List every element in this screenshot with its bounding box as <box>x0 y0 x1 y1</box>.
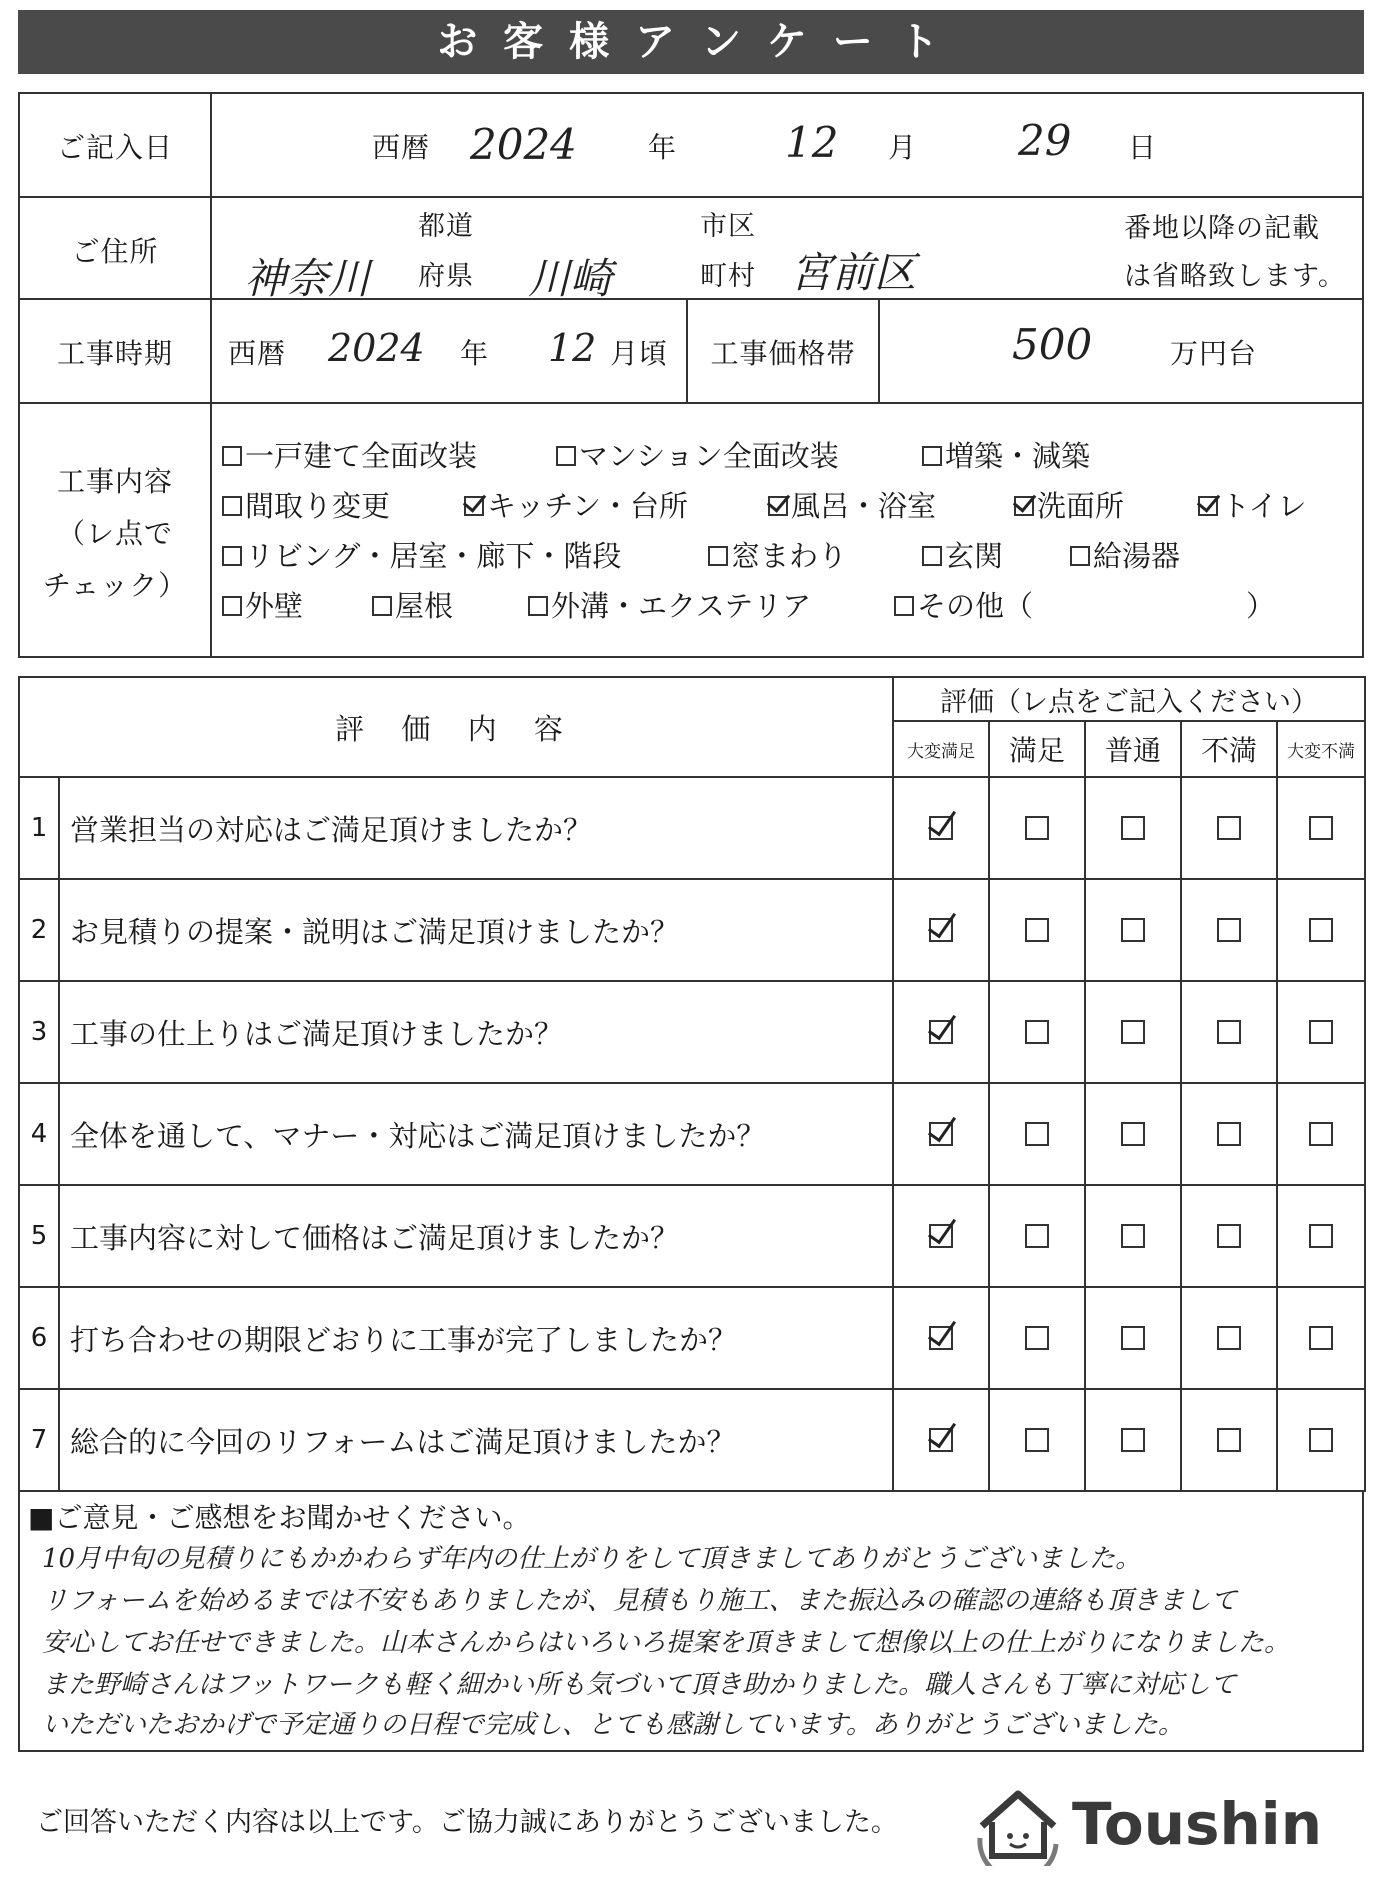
comments-heading: ■ご意見・ご感想をお聞かせください。 <box>28 1501 531 1534</box>
eval-header-rating: 評価（レ点をご記入ください） <box>893 677 1365 721</box>
date-year-value[interactable]: 2024 <box>470 120 577 169</box>
option-exterior-wall[interactable]: 外壁 <box>222 584 303 625</box>
question-text: 営業担当の対応はご満足頂けましたか？ <box>59 777 893 879</box>
eval-header-label: 評 価 内 容 <box>19 677 893 777</box>
rating-checkbox[interactable] <box>1025 1224 1049 1248</box>
rating-checkbox[interactable] <box>1025 1122 1049 1146</box>
rating-checkbox[interactable] <box>1217 1020 1241 1044</box>
comments-box[interactable] <box>18 1490 1364 1752</box>
price-label: 工事価格帯 <box>710 337 856 370</box>
rating-checkbox[interactable] <box>1309 1326 1333 1350</box>
date-era: 西暦 <box>372 131 431 164</box>
rating-checkbox-checked[interactable] <box>929 1224 953 1248</box>
rating-checkbox[interactable] <box>1121 1428 1145 1452</box>
address-city-top: 市区 <box>700 211 756 242</box>
question-text: お見積りの提案・説明はご満足頂けましたか？ <box>59 879 893 981</box>
rating-checkbox-checked[interactable] <box>929 816 953 840</box>
content-label-1: 工事内容 <box>56 465 173 498</box>
rating-checkbox[interactable] <box>1217 918 1241 942</box>
option-checkbox[interactable] <box>222 496 242 516</box>
price-unit: 万円台 <box>1170 337 1258 370</box>
rating-checkbox[interactable] <box>1025 1020 1049 1044</box>
question-text: 総合的に今回のリフォームはご満足頂けましたか？ <box>59 1389 893 1491</box>
page-title: お 客 様 ア ン ケ ー ト <box>437 19 945 65</box>
title-bar <box>18 10 1364 74</box>
option-checkbox[interactable] <box>1070 546 1090 566</box>
rating-very-dissatisfied: 大変不満 <box>1277 721 1365 777</box>
option-checkbox[interactable] <box>528 596 548 616</box>
rating-checkbox[interactable] <box>1025 1428 1049 1452</box>
address-pref-value[interactable]: 神奈川 <box>244 254 371 303</box>
content-label-3: チェック） <box>42 569 188 602</box>
rating-satisfied: 満足 <box>989 721 1085 777</box>
address-city-value[interactable]: 川崎 <box>528 254 613 303</box>
question-text: 工事の仕上りはご満足頂けましたか？ <box>59 981 893 1083</box>
rating-checkbox[interactable] <box>1217 816 1241 840</box>
house-logo-icon <box>972 1786 1064 1866</box>
question-row: 6 打ち合わせの期限どおりに工事が完了しましたか？ <box>19 1287 1365 1389</box>
address-label: ご住所 <box>71 235 159 268</box>
period-month-unit: 月頃 <box>610 337 669 370</box>
question-row: 4 全体を通して、マナー・対応はご満足頂けましたか？ <box>19 1083 1365 1185</box>
question-row: 5 工事内容に対して価格はご満足頂けましたか？ <box>19 1185 1365 1287</box>
address-pref-bottom: 府県 <box>418 261 474 292</box>
option-toilet[interactable]: トイレ <box>1198 484 1307 525</box>
option-checkbox-checked[interactable] <box>768 496 788 516</box>
rating-checkbox[interactable] <box>1121 816 1145 840</box>
option-checkbox[interactable] <box>922 546 942 566</box>
rating-checkbox[interactable] <box>1121 1122 1145 1146</box>
comment-line: 10月中旬の見積りにもかかわらず年内の仕上がりをして頂きましてありがとうございました。 <box>42 1544 1142 1574</box>
rating-checkbox[interactable] <box>1121 1326 1145 1350</box>
rating-dissatisfied: 不満 <box>1181 721 1277 777</box>
option-other[interactable]: その他（ <box>894 584 1033 625</box>
comment-line: 安心してお任せできました。山本さんからはいろいろ提案を頂きまして想像以上の仕上がりになりました。 <box>42 1628 1291 1658</box>
comment-line: リフォームを始めるまでは不安もありましたが、見積もり施工、また振込みの確認の連絡も頂きまして <box>42 1586 1237 1616</box>
option-checkbox[interactable] <box>372 596 392 616</box>
period-year-unit: 年 <box>460 337 490 370</box>
date-day-value[interactable]: 29 <box>1018 116 1072 165</box>
option-entrance[interactable]: 玄関 <box>922 534 1003 575</box>
rating-checkbox-checked[interactable] <box>929 1428 953 1452</box>
option-checkbox[interactable] <box>222 546 242 566</box>
rating-checkbox[interactable] <box>1217 1428 1241 1452</box>
option-layout-change[interactable]: 間取り変更 <box>222 484 390 525</box>
address-pref-top: 都道 <box>418 211 474 242</box>
rating-checkbox[interactable] <box>1309 1224 1333 1248</box>
option-checkbox[interactable] <box>708 546 728 566</box>
option-checkbox-checked[interactable] <box>1198 496 1218 516</box>
option-kitchen[interactable]: キッチン・台所 <box>464 484 688 525</box>
option-checkbox[interactable] <box>222 596 242 616</box>
rating-checkbox[interactable] <box>1217 1326 1241 1350</box>
option-extension[interactable]: 増築・減築 <box>922 434 1090 475</box>
option-roof[interactable]: 屋根 <box>372 584 453 625</box>
option-living[interactable]: リビング・居室・廊下・階段 <box>222 534 621 575</box>
comment-line: いただいたおかげで予定通りの日程で完成し、とても感謝しています。ありがとうございました。 <box>42 1710 1184 1740</box>
footer-thanks: ご回答いただく内容は以上です。ご協力誠にありがとうございました。 <box>36 1807 898 1838</box>
rating-checkbox[interactable] <box>1025 1326 1049 1350</box>
option-water-heater[interactable]: 給湯器 <box>1070 534 1180 575</box>
question-row: 7 総合的に今回のリフォームはご満足頂けましたか？ <box>19 1389 1365 1491</box>
period-month-value[interactable]: 12 <box>548 326 597 370</box>
rating-checkbox[interactable] <box>1025 816 1049 840</box>
period-label: 工事時期 <box>56 337 173 370</box>
option-checkbox-checked[interactable] <box>1014 496 1034 516</box>
question-row: 1 営業担当の対応はご満足頂けましたか？ <box>19 777 1365 879</box>
option-full-mansion[interactable]: マンション全面改装 <box>556 434 839 475</box>
price-value[interactable]: 500 <box>1012 320 1093 369</box>
question-row: 3 工事の仕上りはご満足頂けましたか？ <box>19 981 1365 1083</box>
rating-checkbox-checked[interactable] <box>929 918 953 942</box>
rating-checkbox[interactable] <box>1309 918 1333 942</box>
option-checkbox[interactable] <box>222 446 242 466</box>
rating-checkbox[interactable] <box>1309 1020 1333 1044</box>
rating-checkbox[interactable] <box>1309 816 1333 840</box>
rating-neutral: 普通 <box>1085 721 1181 777</box>
rating-checkbox-checked[interactable] <box>929 1326 953 1350</box>
date-day-unit: 日 <box>1128 131 1158 164</box>
option-checkbox[interactable] <box>922 446 942 466</box>
rating-checkbox[interactable] <box>1309 1428 1333 1452</box>
question-text: 工事内容に対して価格はご満足頂けましたか？ <box>59 1185 893 1287</box>
question-text: 全体を通して、マナー・対応はご満足頂けましたか？ <box>59 1083 893 1185</box>
option-exterior[interactable]: 外溝・エクステリア <box>528 584 811 625</box>
period-year-value[interactable]: 2024 <box>328 326 425 370</box>
rating-checkbox-checked[interactable] <box>929 1122 953 1146</box>
address-city-bottom: 町村 <box>700 261 756 292</box>
option-full-house[interactable]: 一戸建て全面改装 <box>222 434 477 475</box>
date-year-unit: 年 <box>648 131 678 164</box>
option-other-close: ） <box>1246 589 1276 623</box>
rating-checkbox[interactable] <box>1121 1224 1145 1248</box>
rating-checkbox[interactable] <box>1025 918 1049 942</box>
date-month-unit: 月 <box>888 131 918 164</box>
evaluation-table <box>18 676 1366 1492</box>
option-checkbox[interactable] <box>894 596 914 616</box>
option-checkbox[interactable] <box>556 446 576 466</box>
address-note-line2: は省略致します。 <box>1124 261 1346 292</box>
rating-checkbox[interactable] <box>1121 918 1145 942</box>
question-row: 2 お見積りの提案・説明はご満足頂けましたか？ <box>19 879 1365 981</box>
rating-checkbox[interactable] <box>1309 1122 1333 1146</box>
rating-checkbox[interactable] <box>1217 1122 1241 1146</box>
date-label: ご記入日 <box>56 131 173 164</box>
address-town-value[interactable]: 宮前区 <box>790 248 917 297</box>
option-washroom[interactable]: 洗面所 <box>1014 484 1124 525</box>
date-month-value[interactable]: 12 <box>785 118 839 167</box>
comment-line: また野崎さんはフットワークも軽く細かい所も気づいて頂き助かりました。職人さんも丁寧に対応して <box>42 1670 1237 1700</box>
option-checkbox-checked[interactable] <box>464 496 484 516</box>
question-text: 打ち合わせの期限どおりに工事が完了しましたか？ <box>59 1287 893 1389</box>
rating-very-satisfied: 大変満足 <box>893 721 989 777</box>
brand-logo <box>972 1786 1352 1866</box>
address-note-line1: 番地以降の記載 <box>1124 213 1320 244</box>
option-bath[interactable]: 風呂・浴室 <box>768 484 936 525</box>
period-era: 西暦 <box>228 337 287 370</box>
brand-name: Toushin <box>1072 1790 1322 1858</box>
content-label-2: （レ点で <box>56 517 173 550</box>
option-window[interactable]: 窓まわり <box>708 534 847 575</box>
rating-checkbox[interactable] <box>1217 1224 1241 1248</box>
rating-checkbox-checked[interactable] <box>929 1020 953 1044</box>
rating-checkbox[interactable] <box>1121 1020 1145 1044</box>
